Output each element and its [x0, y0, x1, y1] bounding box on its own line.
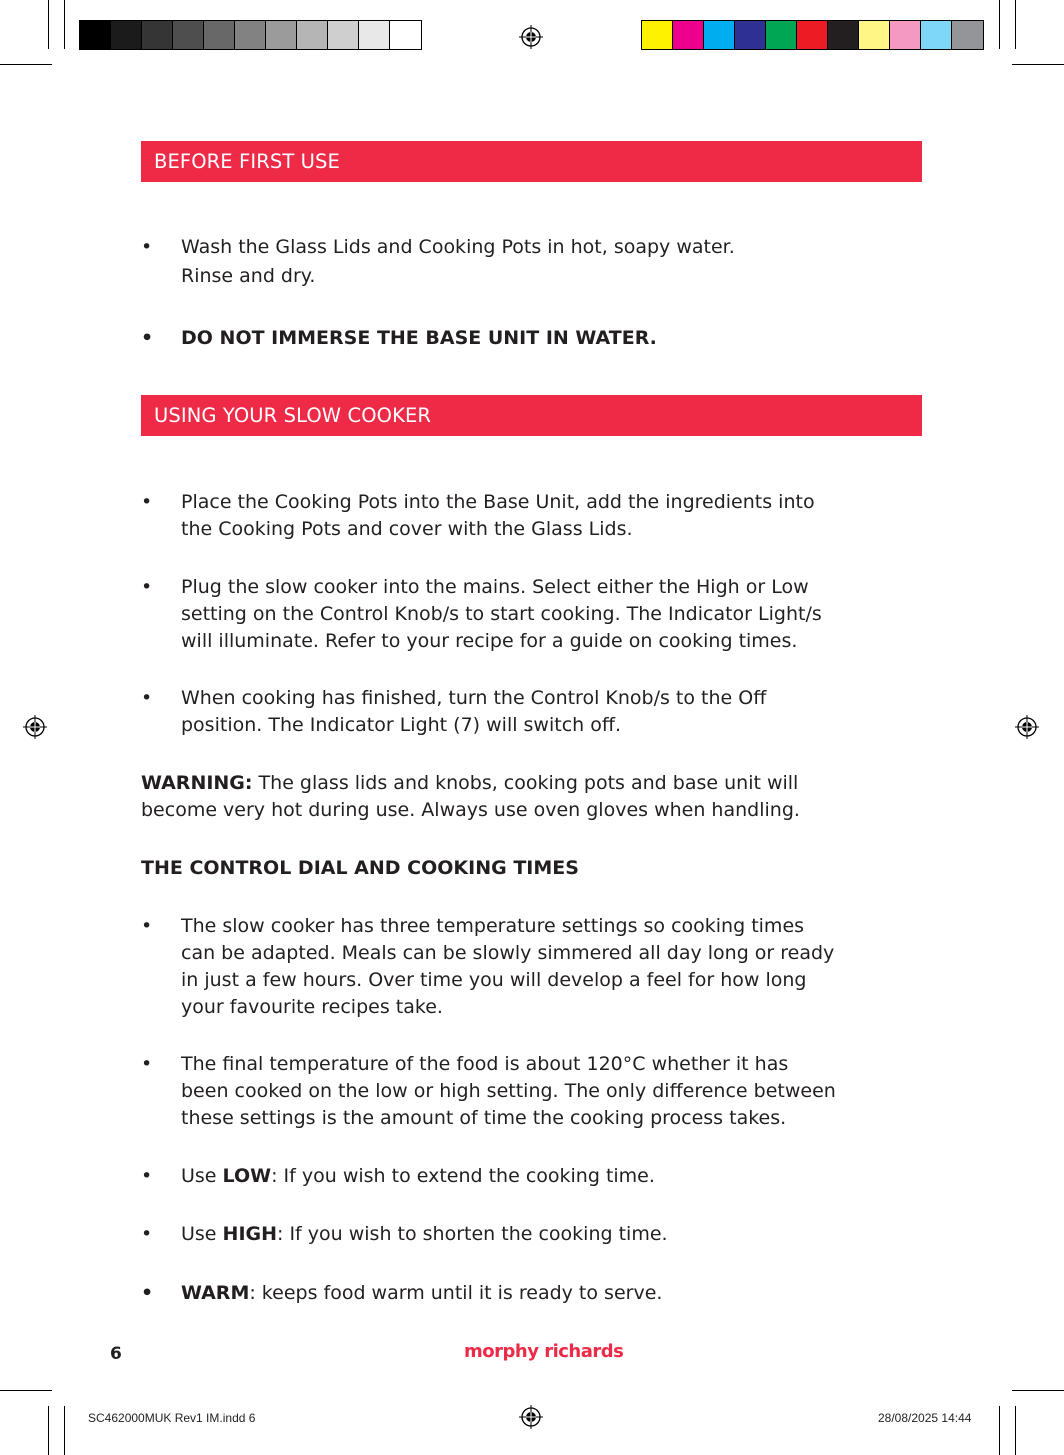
bullet-icon: •: [141, 491, 153, 513]
color-swatch: [673, 21, 704, 49]
warning-label: WARNING:: [141, 772, 253, 794]
crop-mark: [0, 1390, 52, 1391]
color-swatch: [328, 21, 359, 49]
registration-mark-icon: [1015, 715, 1039, 739]
list-item-text: Plug the slow cooker into the mains. Select either the High or Low setting on the Control Knob/s to start cooking. The Indicator Light/s will illuminate. Refer to your recipe for a guide on cooking times.: [181, 576, 822, 652]
registration-mark-icon: [23, 715, 47, 739]
color-swatch: [173, 21, 204, 49]
bullet-icon: •: [141, 236, 153, 258]
color-swatch: [735, 21, 766, 49]
slug-file-info: SC462000MUK Rev1 IM.indd 6: [88, 1411, 256, 1425]
color-swatch: [704, 21, 735, 49]
crop-mark: [48, 1406, 49, 1455]
color-swatch: [390, 21, 421, 49]
bullet-icon: •: [141, 915, 153, 937]
list-item-text: DO NOT IMMERSE THE BASE UNIT IN WATER.: [181, 327, 657, 349]
color-swatch: [359, 21, 390, 49]
warning-paragraph: WARNING: The glass lids and knobs, cooking pots and base unit will become very hot during use. Always use oven gloves when handling.: [141, 772, 800, 821]
process-color-bar: [641, 20, 984, 50]
brand-logo: morphy richards: [464, 1341, 624, 1362]
list-item: [141, 234, 941, 294]
list-item-text: Wash the Glass Lids and Cooking Pots in hot, soapy water. Rinse and dry.: [181, 236, 735, 287]
list-item-text: The final temperature of the food is about 120°C whether it has been cooked on the low or high setting. The only difference between these settings is the amount of time the cooking process takes.: [181, 1053, 836, 1129]
color-swatch: [642, 21, 673, 49]
color-swatch: [111, 21, 142, 49]
registration-mark-icon: [519, 25, 543, 49]
list-item-text: Use LOW: If you wish to extend the cooking time.: [181, 1165, 655, 1187]
color-swatch: [142, 21, 173, 49]
section-header-using-slow-cooker: USING YOUR SLOW COOKER: [141, 395, 922, 436]
section-header-before-first-use: BEFORE FIRST USE: [141, 141, 922, 182]
crop-mark: [0, 64, 52, 65]
control-dial-heading: THE CONTROL DIAL AND COOKING TIMES: [141, 857, 579, 879]
crop-mark: [999, 1406, 1000, 1455]
bullet-icon: •: [141, 576, 153, 598]
color-swatch: [266, 21, 297, 49]
bullet-icon: •: [141, 1053, 153, 1075]
crop-mark: [1015, 1406, 1016, 1455]
high-setting-label: HIGH: [222, 1223, 278, 1245]
crop-mark: [1015, 0, 1016, 49]
color-swatch: [235, 21, 266, 49]
low-setting-label: LOW: [222, 1165, 272, 1187]
list-item-text: When cooking has finished, turn the Control Knob/s to the Off position. The Indicator Light (7) will switch off.: [181, 687, 767, 736]
color-swatch: [921, 21, 952, 49]
list-item-text: Place the Cooking Pots into the Base Unit, add the ingredients into the Cooking Pots and cover with the Glass Lids.: [181, 491, 815, 540]
list-item-text: The slow cooker has three temperature settings so cooking times can be adapted. Meals can be slowly simmered all day long or ready in just a few hours. Over time you will develop a feel for how long your favourite recipes take.: [181, 915, 835, 1018]
color-swatch: [890, 21, 921, 49]
color-swatch: [797, 21, 828, 49]
crop-mark: [1012, 1390, 1064, 1391]
color-swatch: [859, 21, 890, 49]
crop-mark: [999, 0, 1000, 49]
slug-datetime: 28/08/2025 14:44: [878, 1411, 972, 1425]
bullet-icon: •: [141, 1165, 153, 1187]
color-swatch: [204, 21, 235, 49]
color-swatch: [297, 21, 328, 49]
crop-mark: [64, 1406, 65, 1455]
page-number: 6: [110, 1344, 122, 1364]
list-item-text: Use HIGH: If you wish to shorten the cooking time.: [181, 1223, 668, 1245]
bullet-icon: •: [141, 327, 154, 349]
bullet-icon: •: [141, 1282, 154, 1304]
bullet-icon: •: [141, 1223, 153, 1245]
warm-setting-label: WARM: [181, 1282, 250, 1304]
registration-mark-icon: [519, 1405, 543, 1429]
color-swatch: [952, 21, 983, 49]
color-swatch: [828, 21, 859, 49]
crop-mark: [1012, 64, 1064, 65]
color-swatch: [766, 21, 797, 49]
grey-color-bar: [79, 20, 422, 50]
crop-mark: [64, 0, 65, 49]
bullet-icon: •: [141, 687, 153, 709]
color-swatch: [80, 21, 111, 49]
list-item-text: WARM: keeps food warm until it is ready to serve.: [181, 1282, 663, 1304]
crop-mark: [48, 0, 49, 49]
